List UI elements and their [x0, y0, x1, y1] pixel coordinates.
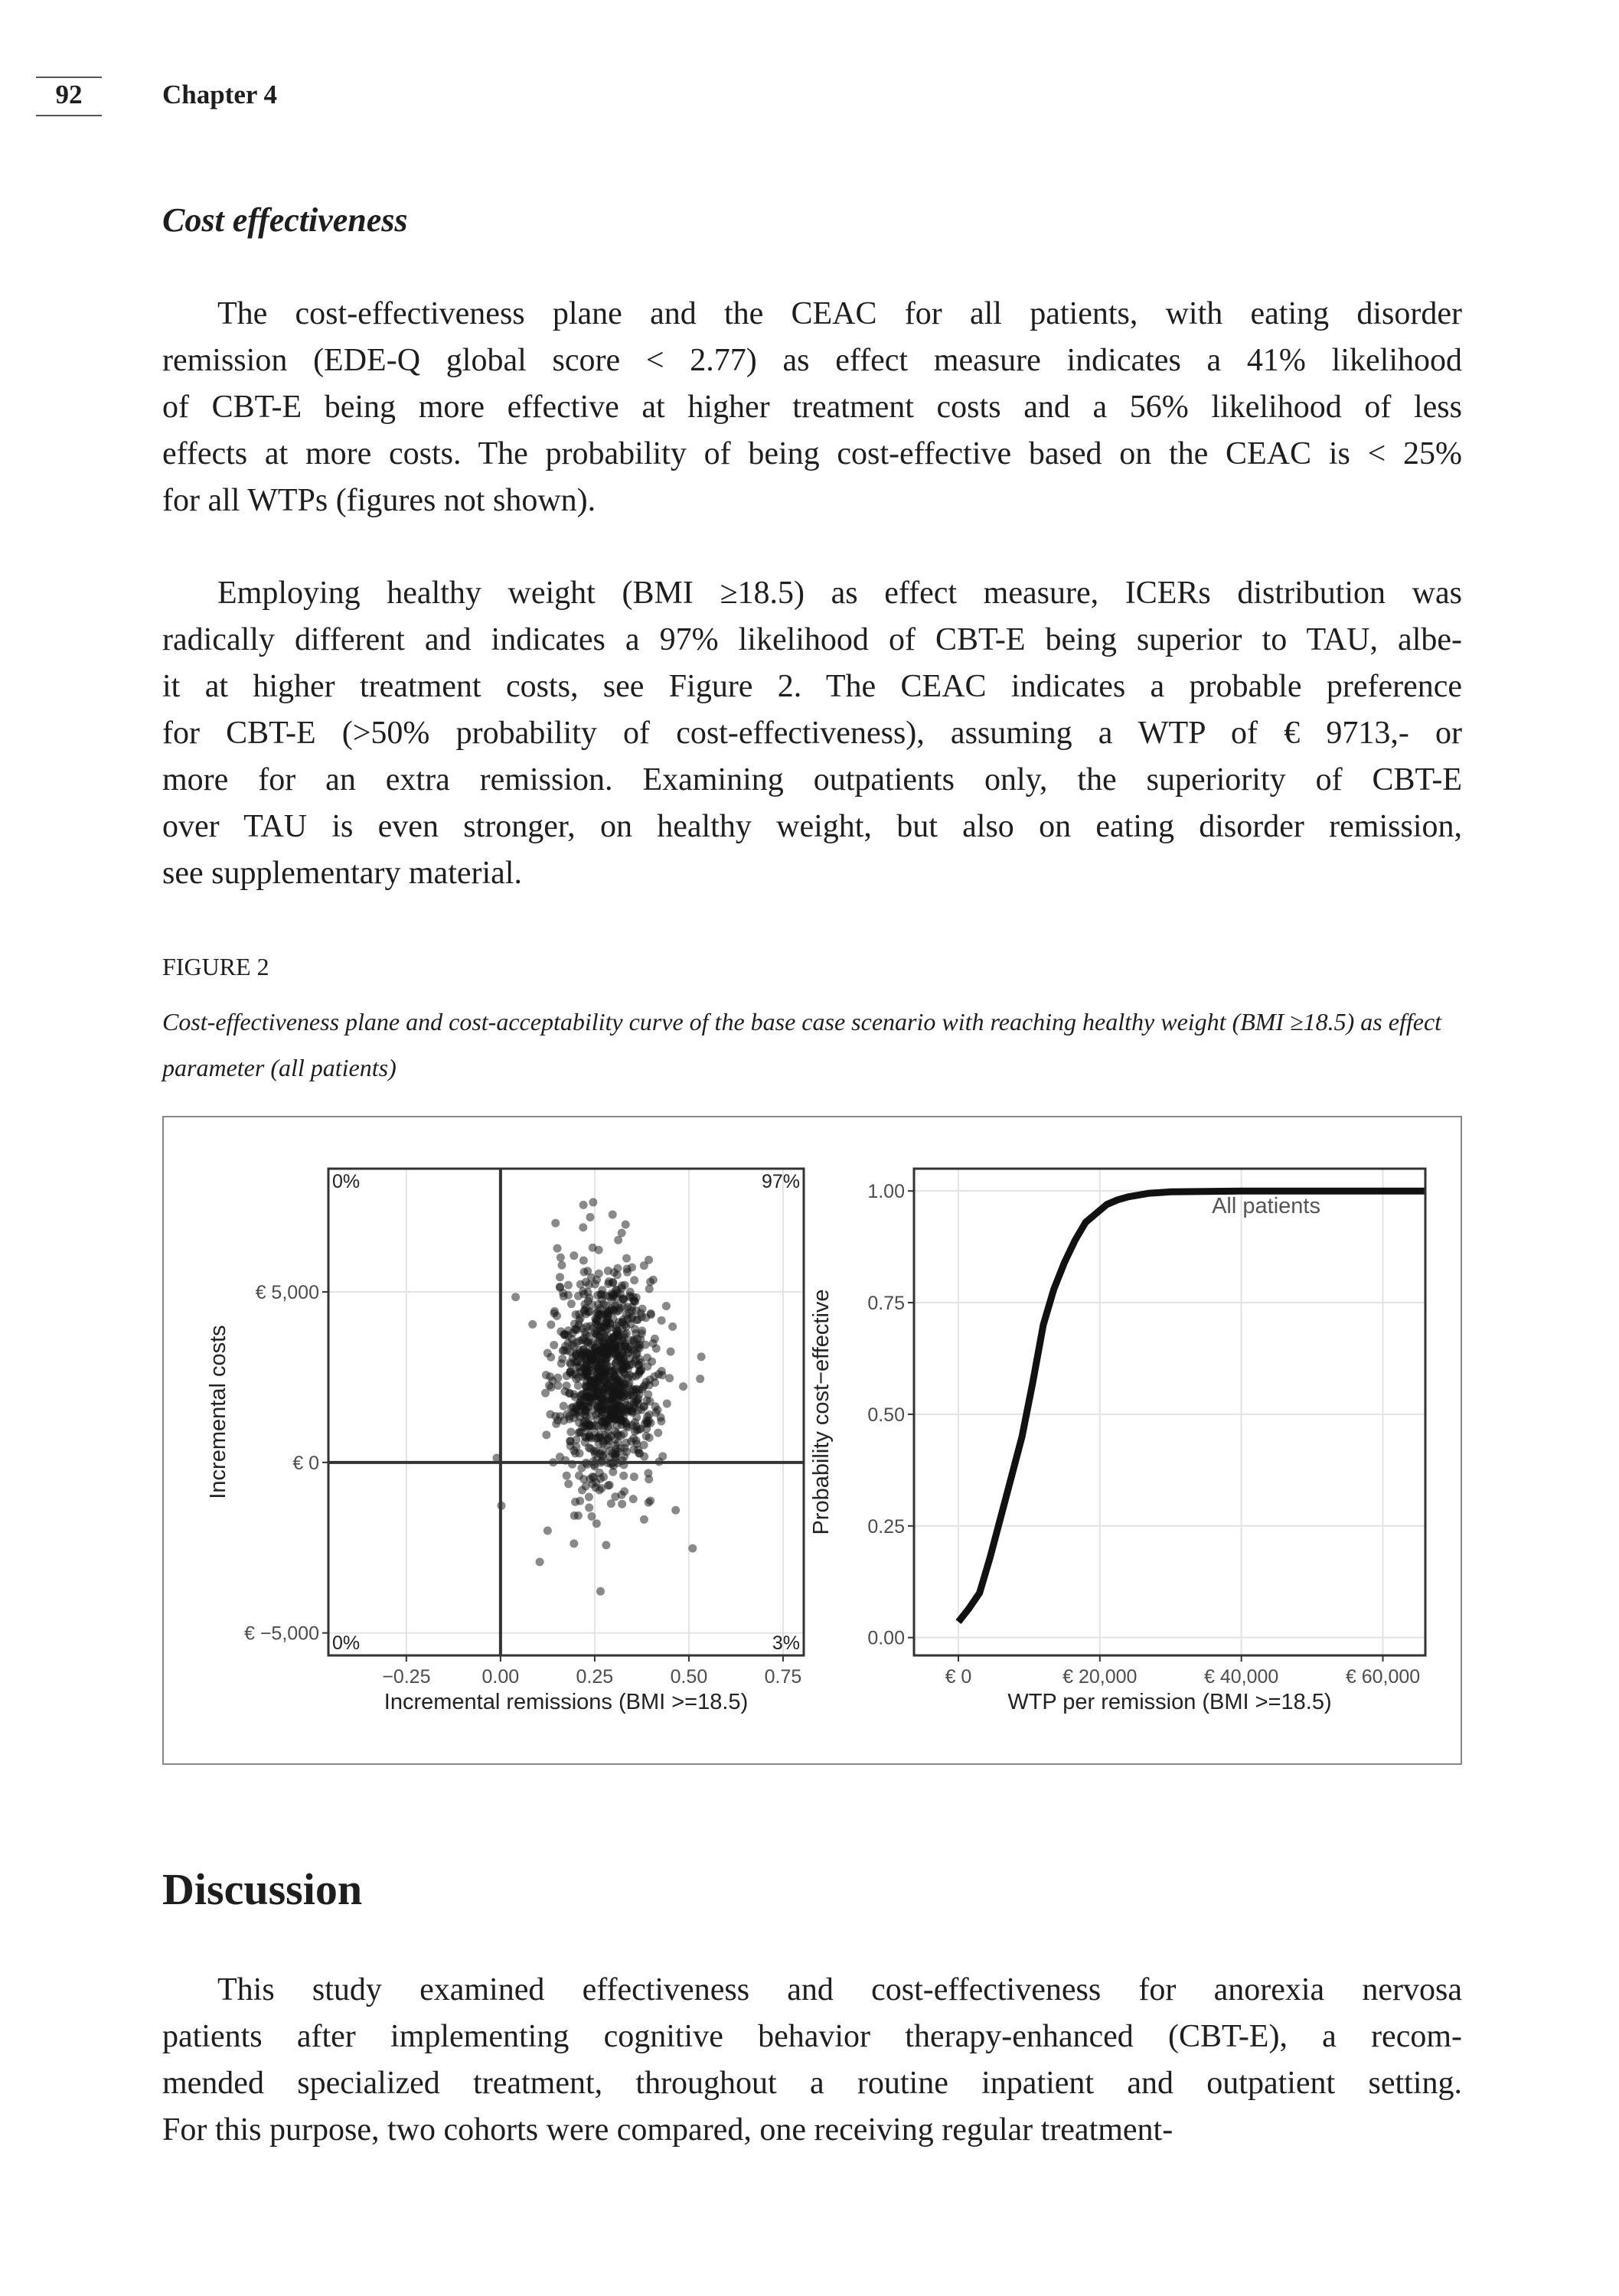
y-tick-label: 0.50: [867, 1404, 905, 1426]
scatter-point: [553, 1244, 562, 1253]
text-line: see supplementary material.: [162, 856, 522, 891]
y-tick-label: € −5,000: [243, 1623, 319, 1645]
scatter-point: [566, 1428, 575, 1437]
scatter-point: [566, 1348, 575, 1356]
scatter-point: [582, 1348, 590, 1356]
scatter-point: [624, 1374, 632, 1382]
scatter-point: [551, 1219, 560, 1228]
scatter-point: [642, 1396, 651, 1404]
scatter-point: [602, 1419, 611, 1427]
scatter-point: [628, 1408, 637, 1417]
scatter-point: [568, 1340, 576, 1349]
scatter-point: [576, 1428, 584, 1437]
scatter-point: [570, 1539, 578, 1548]
scatter-point: [542, 1371, 550, 1379]
scatter-point: [609, 1211, 617, 1219]
scatter-point: [575, 1418, 583, 1427]
chapter-title: Chapter 4: [162, 80, 278, 109]
scatter-point: [577, 1401, 586, 1410]
x-tick-label: 0.00: [481, 1666, 520, 1688]
scatter-point: [602, 1541, 610, 1549]
scatter-point: [594, 1434, 602, 1443]
scatter-point: [665, 1374, 674, 1382]
text-line: effects at more costs. The probability of being cost-effective based on the CEAC is < 25%: [162, 436, 1462, 471]
scatter-point: [566, 1360, 575, 1368]
scatter-point: [654, 1429, 662, 1437]
scatter-point: [594, 1409, 602, 1417]
scatter-point: [588, 1353, 596, 1362]
scatter-point: [624, 1381, 632, 1390]
scatter-point: [563, 1472, 571, 1480]
scatter-point: [606, 1323, 615, 1332]
scatter-point: [572, 1324, 580, 1332]
scatter-point: [614, 1431, 622, 1440]
scatter-point: [605, 1339, 613, 1348]
plot-background: [914, 1169, 1425, 1655]
scatter-point: [592, 1519, 601, 1528]
scatter-point: [575, 1450, 583, 1458]
x-tick-label: 0.50: [670, 1666, 708, 1688]
scatter-point: [633, 1335, 641, 1343]
x-tick-label: € 20,000: [1062, 1666, 1138, 1688]
scatter-point: [612, 1415, 620, 1424]
scatter-point: [616, 1390, 625, 1398]
scatter-point: [604, 1280, 612, 1288]
scatter-point: [625, 1292, 634, 1300]
series-annotation: All patients: [1212, 1194, 1320, 1218]
scatter-point: [589, 1198, 597, 1206]
y-tick-label: € 0: [292, 1452, 319, 1474]
scatter-point: [622, 1221, 630, 1229]
y-tick-label: 1.00: [867, 1181, 905, 1203]
scatter-point: [612, 1351, 621, 1359]
quadrant-label-top-right: 97%: [761, 1171, 800, 1192]
x-tick-label: 0.75: [764, 1666, 802, 1688]
scatter-point: [620, 1487, 628, 1495]
scatter-point: [572, 1375, 580, 1383]
scatter-point: [657, 1417, 665, 1425]
figure-chart: [164, 1117, 1461, 1763]
scatter-point: [663, 1399, 671, 1407]
y-tick-label: 0.00: [867, 1627, 905, 1649]
scatter-point: [582, 1381, 590, 1390]
scatter-point: [553, 1416, 562, 1424]
scatter-point: [622, 1310, 631, 1319]
scatter-point: [556, 1273, 564, 1281]
paragraph-1: [162, 291, 1462, 524]
scatter-point: [658, 1316, 666, 1325]
scatter-point: [644, 1469, 652, 1477]
scatter-point: [667, 1348, 675, 1356]
scatter-point: [556, 1283, 564, 1292]
scatter-point: [571, 1498, 579, 1506]
figure-caption: Cost-effectiveness plane and cost-acceptability curve of the base case scenario with reaching healthy weight (BMI ≥18.5) as effect parameter (all patients): [162, 1008, 1442, 1081]
scatter-point: [588, 1398, 596, 1407]
scatter-point: [645, 1284, 654, 1293]
scatter-point: [585, 1492, 593, 1501]
scatter-point: [596, 1587, 605, 1596]
text-line: over TAU is even stronger, on healthy weight, but also on eating disorder remission,: [162, 809, 1462, 844]
scatter-point: [610, 1268, 619, 1277]
text-line: For this purpose, two cohorts were compared, one receiving regular treatment-: [162, 2112, 1173, 2148]
y-axis-title: Probability cost−effective: [809, 1289, 834, 1535]
scatter-point: [570, 1251, 578, 1260]
scatter-point: [550, 1341, 558, 1349]
scatter-point: [586, 1213, 595, 1221]
scatter-point: [579, 1257, 588, 1265]
text-line: mended specialized treatment, throughout a routine inpatient and outpatient setting.: [162, 2066, 1462, 2101]
scatter-point: [697, 1352, 706, 1361]
text-line: The cost-effectiveness plane and the CEAC for all patients, with eating disorder: [217, 296, 1462, 331]
text-line: Employing healthy weight (BMI ≥18.5) as effect measure, ICERs distribution was: [217, 576, 1462, 611]
scatter-point: [605, 1348, 613, 1356]
scatter-point: [585, 1503, 593, 1512]
scatter-point: [622, 1254, 631, 1263]
scatter-point: [557, 1254, 565, 1262]
text-line: for CBT-E (>50% probability of cost-effectiveness), assuming a WTP of € 9713,- or: [162, 716, 1462, 751]
y-tick-label: € 5,000: [255, 1282, 319, 1304]
scatter-point: [611, 1374, 619, 1382]
scatter-point: [595, 1246, 603, 1254]
scatter-point: [596, 1324, 605, 1332]
text-line: radically different and indicates a 97% likelihood of CBT-E being superior to TAU, albe-: [162, 622, 1462, 657]
paragraph-2: [162, 570, 1462, 897]
scatter-point: [696, 1375, 704, 1383]
scatter-point: [643, 1420, 651, 1428]
scatter-point: [668, 1322, 677, 1331]
text-line: patients after implementing cognitive behavior therapy-enhanced (CBT-E), a recom-: [162, 2019, 1462, 2054]
scatter-point: [585, 1422, 593, 1430]
scatter-point: [591, 1315, 599, 1323]
scatter-point: [662, 1302, 671, 1310]
scatter-point: [592, 1276, 601, 1284]
text-line: it at higher treatment costs, see Figure 2. The CEAC indicates a probable preference: [162, 669, 1462, 704]
scatter-point: [612, 1358, 620, 1367]
scatter-point: [630, 1276, 638, 1284]
x-axis-title: WTP per remission (BMI >=18.5): [1007, 1690, 1332, 1714]
discussion-heading: Discussion: [162, 1864, 363, 1914]
scatter-point: [563, 1410, 571, 1418]
scatter-point: [654, 1406, 662, 1414]
scatter-point: [579, 1201, 588, 1209]
quadrant-label-top-left: 0%: [332, 1171, 361, 1192]
scatter-point: [536, 1557, 544, 1566]
x-tick-label: € 40,000: [1204, 1666, 1279, 1688]
scatter-point: [587, 1512, 596, 1521]
scatter-point: [584, 1296, 592, 1305]
x-tick-label: −0.25: [382, 1666, 431, 1688]
scatter-point: [632, 1422, 641, 1430]
scatter-point: [596, 1486, 604, 1495]
figure-label: FIGURE 2: [162, 953, 269, 980]
section-title: Cost effectiveness: [162, 201, 408, 239]
scatter-point: [618, 1500, 626, 1508]
scatter-point: [619, 1472, 628, 1480]
scatter-point: [564, 1281, 573, 1290]
scatter-point: [640, 1515, 648, 1524]
scatter-point: [576, 1314, 585, 1322]
scatter-point: [671, 1506, 680, 1515]
text-line: more for an extra remission. Examining outpatients only, the superiority of CBT-E: [162, 762, 1462, 797]
scatter-point: [564, 1479, 573, 1488]
x-axis-title: Incremental remissions (BMI >=18.5): [384, 1690, 749, 1714]
scatter-point: [633, 1349, 641, 1358]
scatter-point: [578, 1336, 586, 1344]
scatter-point: [579, 1223, 587, 1231]
scatter-point: [688, 1544, 697, 1553]
y-tick-label: 0.75: [867, 1293, 905, 1315]
scatter-point: [560, 1388, 569, 1396]
scatter-point: [582, 1361, 590, 1369]
scatter-point: [596, 1450, 604, 1458]
scatter-point: [547, 1320, 555, 1329]
scatter-point: [621, 1281, 629, 1290]
scatter-point: [589, 1479, 597, 1488]
scatter-point: [528, 1320, 537, 1329]
scatter-point: [557, 1261, 566, 1270]
scatter-point: [611, 1400, 619, 1408]
scatter-point: [638, 1326, 646, 1335]
scatter-point: [612, 1450, 620, 1459]
scatter-point: [614, 1438, 622, 1446]
quadrant-label-bottom-right: 3%: [772, 1632, 800, 1654]
scatter-point: [621, 1330, 629, 1339]
scatter-point: [637, 1309, 645, 1317]
text-line: This study examined effectiveness and cost-effectiveness for anorexia nervosa: [217, 1972, 1462, 2007]
scatter-point: [511, 1293, 520, 1301]
scatter-point: [640, 1441, 648, 1450]
scatter-point: [542, 1430, 550, 1439]
x-tick-label: 0.25: [576, 1666, 614, 1688]
scatter-point: [629, 1495, 638, 1503]
page-number: 92: [55, 80, 83, 109]
scatter-point: [602, 1369, 611, 1378]
scatter-point: [618, 1365, 626, 1373]
scatter-point: [654, 1370, 663, 1378]
page-number-rule-bottom: [36, 115, 102, 116]
scatter-point: [630, 1473, 638, 1481]
scatter-point: [632, 1440, 641, 1448]
x-tick-label: € 60,000: [1345, 1666, 1421, 1688]
scatter-point: [609, 1315, 617, 1323]
figure-frame: [162, 1116, 1462, 1765]
scatter-point: [586, 1433, 594, 1441]
y-axis-title: Incremental costs: [206, 1325, 230, 1499]
scatter-point: [582, 1304, 590, 1313]
discussion-paragraph: [162, 1967, 1462, 2154]
scatter-point: [621, 1342, 629, 1350]
scatter-point: [598, 1286, 606, 1294]
scatter-point: [614, 1302, 622, 1310]
scatter-point: [602, 1302, 610, 1310]
scatter-point: [560, 1402, 568, 1411]
text-line: for all WTPs (figures not shown).: [162, 483, 596, 518]
scatter-point: [557, 1327, 565, 1336]
x-tick-label: € 0: [945, 1666, 972, 1688]
scatter-point: [574, 1512, 583, 1520]
scatter-point: [567, 1300, 576, 1308]
scatter-point: [543, 1349, 552, 1358]
scatter-point: [646, 1497, 654, 1505]
scatter-point: [635, 1385, 643, 1394]
scatter-point: [634, 1394, 642, 1403]
scatter-point: [628, 1264, 636, 1272]
scatter-point: [566, 1368, 574, 1377]
page-number-rule-top: [36, 77, 102, 78]
scatter-point: [645, 1411, 654, 1419]
scatter-point: [640, 1261, 648, 1270]
text-line: remission (EDE-Q global score < 2.77) as effect measure indicates a 41% likelihood: [162, 343, 1462, 378]
quadrant-label-bottom-left: 0%: [332, 1632, 361, 1654]
scatter-point: [651, 1335, 659, 1343]
scatter-point: [577, 1464, 586, 1473]
scatter-point: [648, 1358, 656, 1366]
scatter-point: [547, 1383, 555, 1391]
scatter-point: [642, 1432, 651, 1440]
text-line: of CBT-E being more effective at higher treatment costs and a 56% likelihood of less: [162, 390, 1462, 425]
scatter-point: [543, 1526, 552, 1534]
scatter-point: [652, 1345, 661, 1353]
scatter-point: [598, 1395, 606, 1404]
scatter-point: [679, 1382, 687, 1391]
scatter-point: [640, 1453, 648, 1461]
scatter-point: [557, 1359, 566, 1368]
scatter-point: [553, 1374, 562, 1382]
scatter-point: [550, 1309, 558, 1318]
scatter-point: [575, 1472, 583, 1480]
y-tick-label: 0.25: [867, 1515, 905, 1538]
scatter-point: [612, 1286, 621, 1294]
scatter-point: [637, 1367, 645, 1375]
scatter-point: [602, 1384, 610, 1392]
scatter-point: [578, 1486, 586, 1494]
scatter-point: [618, 1229, 626, 1238]
scatter-point: [591, 1384, 599, 1393]
scatter-point: [560, 1292, 568, 1300]
